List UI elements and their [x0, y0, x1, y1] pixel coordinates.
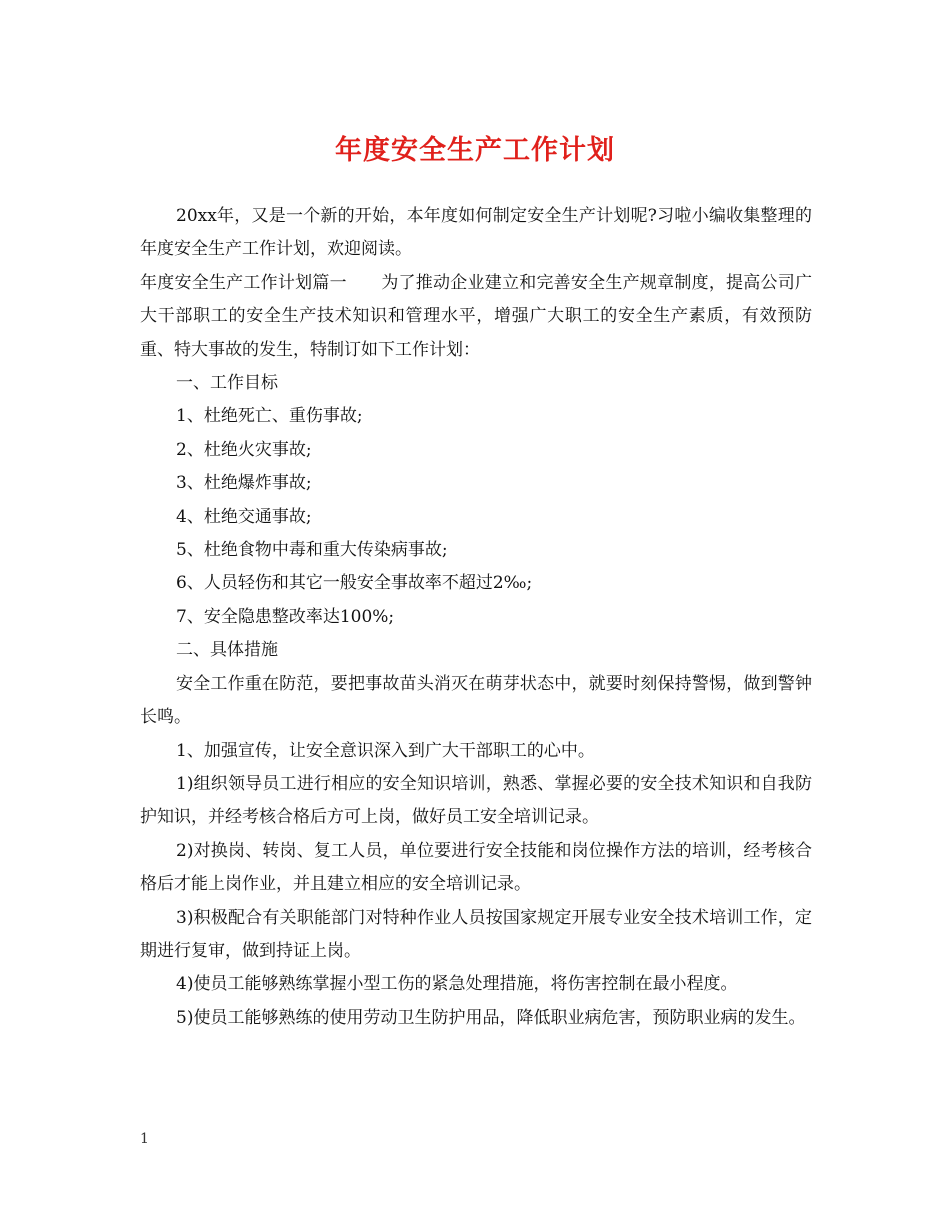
- measure-subitem: 5)使员工能够熟练的使用劳动卫生防护用品，降低职业病危害，预防职业病的发生。: [176, 1007, 806, 1028]
- goal-item: 1、杜绝死亡、重伤事故;: [176, 406, 363, 427]
- measures-intro-paragraph: 安全工作重在防范，要把事故苗头消灭在萌芽状态中，就要时刻保持警惕，做到警钟长鸣。: [140, 673, 812, 728]
- document-body: [140, 200, 812, 1035]
- section-intro-paragraph: 年度安全生产工作计划篇一 为了推动企业建立和完善安全生产规章制度，提高公司广大干部职工的安全生产技术知识和管理水平，增强广大职工的安全生产素质，有效预防重、特大事故的发生，特制订如下工作计划：: [140, 272, 812, 360]
- measure-subitem: 3)积极配合有关职能部门对特种作业人员按国家规定开展专业安全技术培训工作，定期进行复审，做到持证上岗。: [140, 907, 812, 961]
- page-number: 1: [140, 1131, 149, 1147]
- measure-item: 1、加强宣传，让安全意识深入到广大干部职工的心中。: [176, 740, 595, 761]
- measure-subitem: 1)组织领导员工进行相应的安全知识培训，熟悉、掌握必要的安全技术知识和自我防护知识，并经考核合格后方可上岗，做好员工安全培训记录。: [140, 773, 812, 828]
- measure-subitem: 2)对换岗、转岗、复工人员，单位要进行安全技能和岗位操作方法的培训，经考核合格后才能上岗作业，并且建立相应的安全培训记录。: [140, 840, 812, 895]
- goal-item: 7、安全隐患整改率达100%;: [176, 606, 395, 627]
- goal-item: 2、杜绝火灾事故;: [176, 439, 312, 460]
- goal-item: 5、杜绝食物中毒和重大传染病事故;: [176, 540, 448, 561]
- goal-item: 3、杜绝爆炸事故;: [176, 473, 312, 494]
- heading-specific-measures: 二、具体措施: [176, 640, 278, 661]
- goal-item: 6、人员轻伤和其它一般安全事故率不超过2‰;: [176, 573, 533, 594]
- goal-item: 4、杜绝交通事故;: [176, 506, 312, 527]
- measure-subitem: 4)使员工能够熟练掌握小型工伤的紧急处理措施，将伤害控制在最小程度。: [176, 974, 738, 995]
- intro-paragraph: 20xx年，又是一个新的开始，本年度如何制定安全生产计划呢?习啦小编收集整理的年度安全生产工作计划，欢迎阅读。: [140, 206, 812, 260]
- heading-work-goals: 一、工作目标: [176, 373, 278, 394]
- document-title: 年度安全生产工作计划: [335, 135, 615, 166]
